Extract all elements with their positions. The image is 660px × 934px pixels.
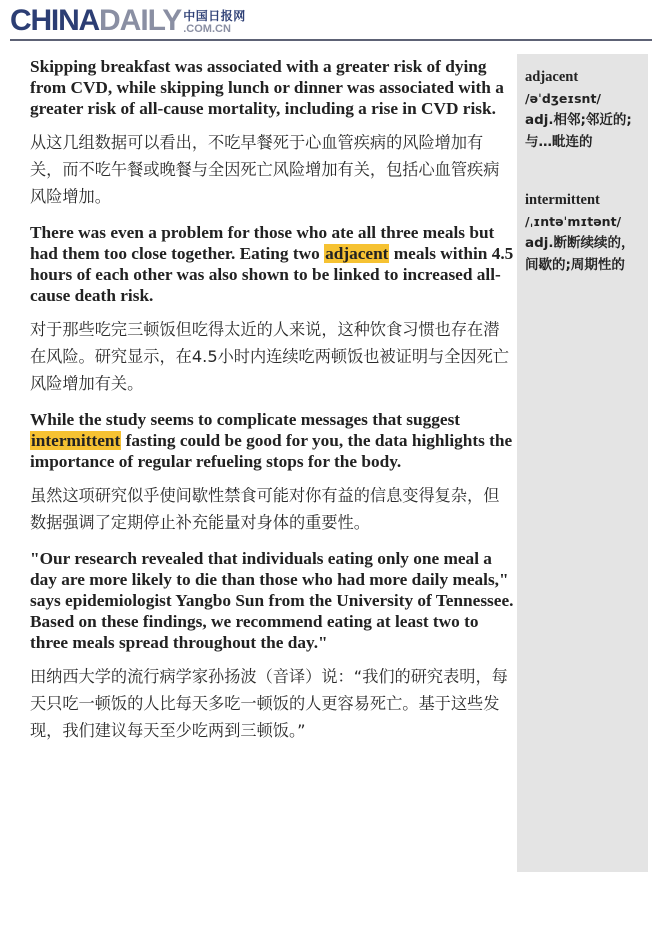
paragraph-zh-4: 田纳西大学的流行病学家孙扬波（音译）说：“我们的研究表明，每天只吃一顿饭的人比每天多吃一顿饭的人更容易死亡。基于这些发现，我们建议每天至少吃两到三顿饭。” [30,667,508,740]
vocabulary-sidebar [517,54,648,872]
vocab-definition: adj.断断续续的，间歇的;周期性的 [525,235,635,273]
paragraph-en-1: Skipping breakfast was associated with a greater risk of dying from CVD, while skipping lunch or dinner was associated with a greater risk of all-cause mortality, including a rise in CVD risk. [30,57,504,118]
header [0,0,660,42]
paragraph-en-3-end: fasting could be good for you, the data highlights the importance of regular refueling stops for the body. [30,431,513,471]
paragraph-en-4: "Our research revealed that individuals eating only one meal a day are more likely to die than those who had more daily meals," says epidemiologist Yangbo Sun from the University of Tennessee. Based on these findings, we recommend eating at least two to three meals spread throughout the day." [30,549,514,652]
paragraph-en-2 [30,222,514,306]
logo-secondary-text: DAILY [99,4,182,37]
china-daily-logo[interactable] [10,2,246,36]
paragraph-zh-2: 对于那些吃完三顿饭但吃得太近的人来说，这种饮食习惯也存在潜在风险。研究显示，在4.5小时内连续吃两顿饭也被证明与全因死亡风险增加有关。 [30,320,509,393]
logo-domain-text: .COM.CN [183,23,231,35]
vocab-definition: adj.相邻;邻近的;与…毗连的 [525,112,632,150]
vocab-phonetic: /əˈdʒeɪsnt/ [525,91,602,106]
vocab-phonetic: /ˌɪntəˈmɪtənt/ [525,214,622,229]
highlighted-word-adjacent[interactable]: adjacent [325,244,389,263]
logo-main-text: CHINA [10,4,99,37]
vocab-word: intermittent [525,192,600,208]
vocab-entry-intermittent [525,190,645,276]
paragraph-en-3 [30,409,514,472]
logo-cn-text: 中国日报网 [183,9,246,23]
logo-side [183,10,246,35]
paragraph-zh-1: 从这几组数据可以看出，不吃早餐死于心血管疾病的风险增加有关，而不吃午餐或晚餐与全因死亡风险增加有关，包括心血管疾病风险增加。 [30,133,500,206]
highlighted-word-intermittent[interactable]: intermittent [31,431,121,450]
vocab-word: adjacent [525,69,579,85]
article-body [30,56,514,756]
header-divider [10,39,652,41]
paragraph-zh-3: 虽然这项研究似乎使间歇性禁食可能对你有益的信息变得复杂，但数据强调了定期停止补充能量对身体的重要性。 [30,486,500,532]
paragraph-en-2-start: There was even a problem for those who ate all three meals but had them too close together. Eating two [30,223,495,263]
paragraph-en-3-start: While the study seems to complicate messages that suggest [30,410,461,429]
paragraph-en-2-end: meals within 4.5 hours of each other was also shown to be linked to increased all-cause death risk. [30,244,514,305]
vocab-entry-adjacent [525,67,645,153]
